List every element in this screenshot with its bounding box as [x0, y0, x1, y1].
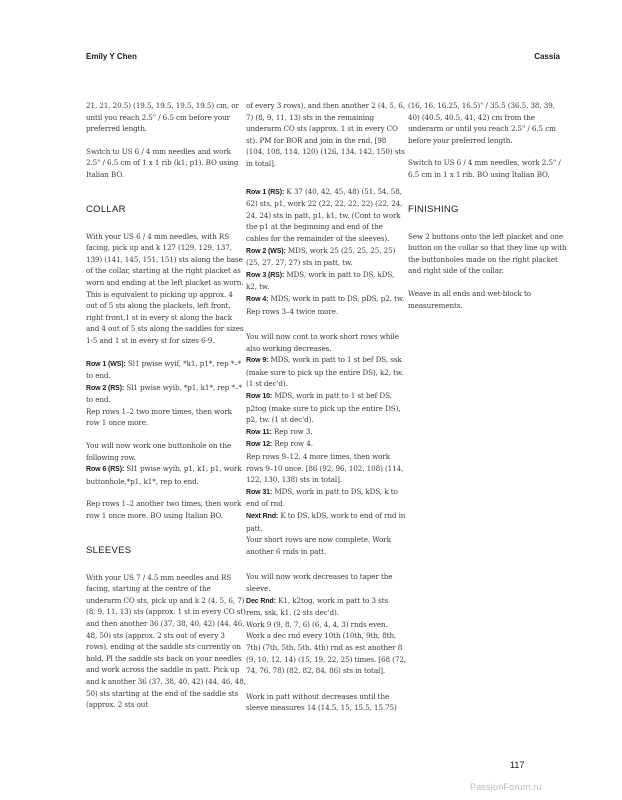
paragraph: Switch to US 6 / 4 mm needles, work 2.5" / 6.5 cm in 1 x 1 rib. BO using Italian BO.: [408, 158, 561, 179]
row-label: Row 12:: [246, 441, 273, 449]
row-12-line: [246, 438, 406, 451]
row-label: Row 11:: [246, 428, 272, 436]
row-label: Row 1 (WS):: [86, 360, 126, 368]
paragraph: Switch to US 6 / 4 mm needles and work 2.5" / 6.5 cm of 1 x 1 rib (k1, p1). BO using Italian BO.: [86, 146, 239, 179]
repeat-text: Rep rows 9–12, 4 more times, then work rows 9–10 once. [86 (92, 96, 102, 108) (114, 122, 130, 138) sts in total].: [246, 452, 404, 485]
paragraph: (16, 16, 16.25, 16.5)" / 35.5 (36.5, 38, 39, 40) (40.5, 40.5, 41, 42) cm from the underarm or until you reach 2.5" / 6.5 cm before your preferred length.: [408, 101, 556, 145]
paragraph: Weave in all ends and wet-block to measurements.: [408, 288, 532, 310]
row-label: Row 3 (RS):: [246, 271, 285, 279]
paragraph: With your US 7 / 4.5 mm needles and RS facing, starting at the centre of the underarm CO sts, pick up and k 2 (4, 5, 6, 7) (8, 9, 11, 13) sts (approx. 1 st in every CO st) and then another 36 (37, 38, 40, 42) (44, 46, 48, 50) sts (approx. 2 sts out of every 3 rows), ending at the saddle sts currently on hold. Pl the saddle sts back on your needles and work across the saddle in patt. Pick up and k another 36 (37, 38, 40, 42) (44, 46, 48, 50) sts starting at the end of the saddle sts (approx. 2 sts out: [86, 572, 246, 710]
row-2-line: [86, 382, 246, 406]
summary-text: Your short rows are now complete. Work another 6 rnds in patt.: [246, 535, 391, 556]
column-3: [408, 100, 568, 322]
paragraph: of every 3 rows), and then another 2 (4, 5, 6, 7) (8, 9, 11, 13) sts in the remaining underarm CO sts (approx. 1 st in every CO st). PM for BOR and join in the rnd. [98 (104, 108, 114, 120) (126, 134, 142, 150) sts in total].: [246, 101, 405, 168]
next-rnd-line: [246, 510, 406, 534]
row-text: K 37 (40, 42, 45, 48) (51, 54, 58, 62) sts, p1, work 22 (22, 22, 22, 22) (22, 24, 24, 24) sts in patt, p1, k1, tw. (Cont to work the p1 at the beginning and end of the cables for the remainder of the sleeves).: [246, 186, 403, 243]
dec-after-text: Work 9 (9, 8, 7, 6) (6, 4, 4, 3) rnds even. Work a dec rnd every 10th (10th, 9th, 8th, 7th) (7th, 5th, 5th, 4th) rnd as est another 8 (9, 10, 12, 14) (15, 19, 22, 25) times. [68 (72, 74, 76, 78) (82, 82, 84, 86) sts in total].: [246, 619, 406, 676]
row-text: Rep row 3.: [273, 426, 313, 436]
row-label: Dec Rnd:: [246, 597, 276, 605]
row-instructions: [86, 440, 246, 487]
row-text: MDS, work in patt to DS, kDS, k to end of rnd.: [246, 486, 398, 509]
row-label: Row 2 (WS):: [246, 247, 286, 255]
row-label: Row 6 (RS):: [86, 466, 125, 474]
row-text: Sl1 pwise wyib, p1, k1, p1, work buttonhole,*p1, k1*, rep to end.: [86, 464, 242, 486]
page-number: 117: [510, 760, 525, 770]
row-1-line: [86, 358, 246, 382]
intro-text: You will now work one buttonhole on the following row.: [86, 441, 232, 462]
column-2: [246, 100, 406, 725]
intro-text: You will now work decreases to taper the sleeve.: [246, 572, 393, 593]
row-label: Row 1 (RS):: [246, 188, 285, 196]
row-text: MDS, work in patt to DS, kDS, k2, tw.: [246, 269, 395, 292]
row-6-line: [86, 463, 246, 487]
row-1-line: [246, 186, 406, 245]
row-4-line: [246, 293, 406, 306]
row-label: Row 2 (RS):: [86, 384, 125, 392]
row-text: MDS, work in patt to 1 st bef DS, ssk (make sure to pick up the entire DS), k2, tw. (1 st dec'd).: [246, 355, 404, 389]
dec-rnd-line: [246, 595, 406, 619]
row-instructions: [246, 186, 406, 318]
row-label: Row 9:: [246, 357, 269, 365]
row-label: Row 31:: [246, 488, 273, 496]
row-label: Row 4:: [246, 295, 269, 303]
column-1: [86, 100, 246, 722]
row-3-line: [246, 269, 406, 293]
row-11-line: [246, 426, 406, 439]
intro-text: You will now cont to work short rows while also working decreases.: [246, 332, 399, 353]
pattern-title: Cassia: [534, 52, 560, 61]
running-header: [62, 52, 560, 66]
row-10-line: [246, 390, 406, 426]
row-text: K1, k2tog, work in patt to 3 sts rem, ssk, k1. (2 sts dec'd).: [246, 595, 389, 618]
row-label: Next Rnd:: [246, 513, 279, 520]
row-9-line: [246, 354, 406, 390]
row-instructions: [86, 358, 246, 430]
row-instructions: [246, 571, 406, 676]
row-text: Sl1 pwise wyif, *k1, p1*, rep *–* to end.: [86, 358, 242, 381]
repeat-text: Rep rows 1–2 two more times, then work row 1 once more.: [86, 406, 232, 428]
row-31-line: [246, 486, 406, 510]
watermark: PassionForum.ru: [470, 782, 542, 792]
finishing-heading: FINISHING: [408, 203, 459, 215]
collar-heading: COLLAR: [86, 203, 126, 215]
repeat-text: Rep rows 3–4 twice more.: [246, 306, 339, 316]
row-text: MDS, work in patt to 1 st bef DS, p2tog (make sure to pick up the entire DS), p2, tw. (1 st dec'd).: [246, 391, 401, 425]
row-instructions: [246, 331, 406, 557]
paragraph: Work in patt without decreases until the sleeve measures 14 (14.5, 15, 15.5, 15.75): [246, 691, 397, 713]
row-text: Sl1 pwise wyib, *p1, k1*, rep *–* to end.: [86, 382, 242, 405]
author-name: Emily Y Chen: [86, 52, 137, 61]
sleeves-heading: SLEEVES: [86, 544, 132, 556]
paragraph: 21, 21, 20.5) (19.5, 19.5, 19.5, 19.5) cm, or until you reach 2.5" / 6.5 cm before your preferred length.: [86, 101, 239, 134]
paragraph: Rep rows 1–2 another two times, then work row 1 once more. BO using Italian BO.: [86, 499, 242, 521]
row-text: Rep row 4.: [274, 439, 313, 449]
row-text: K to DS, kDS, work to end of rnd in patt.: [246, 511, 406, 533]
row-text: MDS, work in patt to DS, pDS, p2, tw.: [270, 293, 405, 303]
row-label: Row 10:: [246, 393, 273, 401]
paragraph: Sew 2 buttons onto the left placket and one button on the collar so that they line up with the buttonholes made on the right placket and right side of the collar.: [408, 231, 567, 276]
row-2-line: [246, 245, 406, 269]
row-text: MDS, work 25 (25, 25, 25, 25) (25, 27, 27, 27) sts in patt, tw.: [246, 245, 396, 268]
paragraph: With your US 6 / 4 mm needles, with RS facing, pick up and k 127 (129, 129, 137, 139) (141, 145, 151, 151) sts along the base of the collar, starting at the right placket as worn and ending at the left placket as worn. This is equivalent to picking up approx. 4 out of 5 sts along the plackets, left front, right front,1 st in every st along the back and 4 out of 5 sts along the saddles for sizes 1-5 and 1 st in every st for sizes 6-9.: [86, 231, 244, 345]
